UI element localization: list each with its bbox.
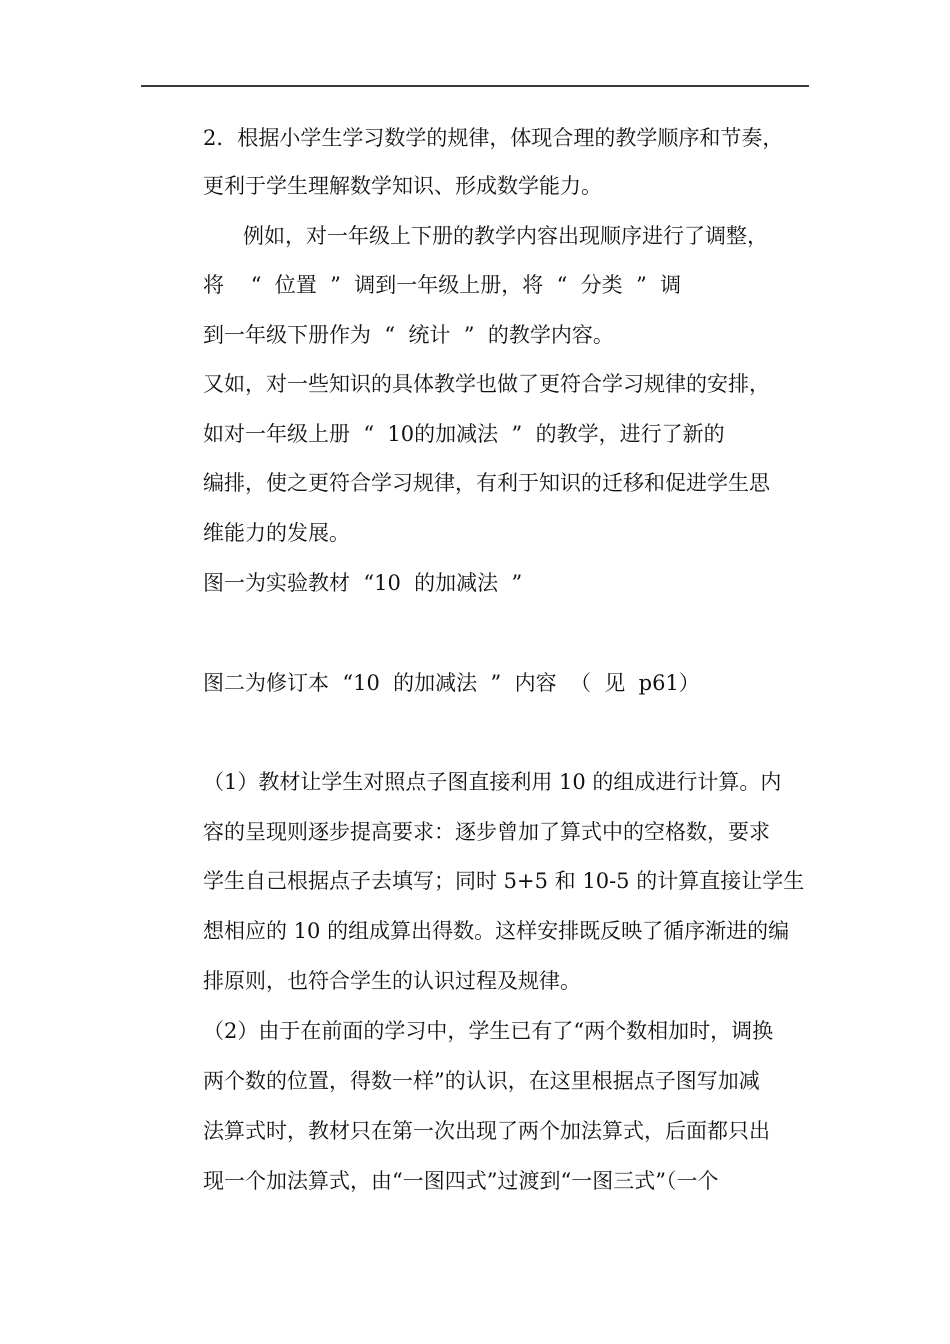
figure-caption: 图一为实验教材 “10 的加减法 ” (203, 571, 523, 595)
header-rule (141, 85, 809, 87)
paragraph-line: 排原则，也符合学生的认识过程及规律。 (203, 969, 581, 993)
paragraph-line: （1）教材让学生对照点子图直接利用 10 的组成进行计算。内 (203, 770, 782, 794)
paragraph-line: 更利于学生理解数学知识、形成数学能力。 (203, 174, 602, 198)
paragraph-line: 将 “ 位置 ” 调到一年级上册，将 “ 分类 ” 调 (203, 273, 682, 297)
paragraph-line: （2）由于在前面的学习中，学生已有了“两个数相加时，调换 (203, 1019, 774, 1043)
paragraph-line: 2．根据小学生学习数学的规律，体现合理的教学顺序和节奏， (203, 126, 784, 150)
figure-caption: 图二为修订本 “10 的加减法 ” 内容 （ 见 p61） (203, 671, 700, 695)
paragraph-line: 又如，对一些知识的具体教学也做了更符合学习规律的安排， (203, 372, 770, 396)
paragraph-line: 编排，使之更符合学习规律，有利于知识的迁移和促进学生思 (203, 471, 770, 495)
paragraph-line: 到一年级下册作为 “ 统计 ” 的教学内容。 (203, 323, 614, 347)
paragraph-line: 法算式时，教材只在第一次出现了两个加法算式，后面都只出 (203, 1119, 770, 1143)
paragraph-line: 容的呈现则逐步提高要求：逐步曾加了算式中的空格数，要求 (203, 820, 770, 844)
paragraph-line: 现一个加法算式，由“一图四式”过渡到“一图三式”（一个 (203, 1169, 719, 1193)
paragraph-line: 两个数的位置，得数一样”的认识，在这里根据点子图写加减 (203, 1069, 760, 1093)
paragraph-line: 例如，对一年级上下册的教学内容出现顺序进行了调整， (203, 224, 769, 248)
paragraph-line: 学生自己根据点子去填写；同时 5+5 和 10-5 的计算直接让学生 (203, 869, 805, 893)
paragraph-line: 想相应的 10 的组成算出得数。这样安排既反映了循序渐进的编 (203, 919, 790, 943)
paragraph-line: 如对一年级上册 “ 10的加减法 ” 的教学，进行了新的 (203, 422, 725, 446)
paragraph-line: 维能力的发展。 (203, 521, 350, 545)
